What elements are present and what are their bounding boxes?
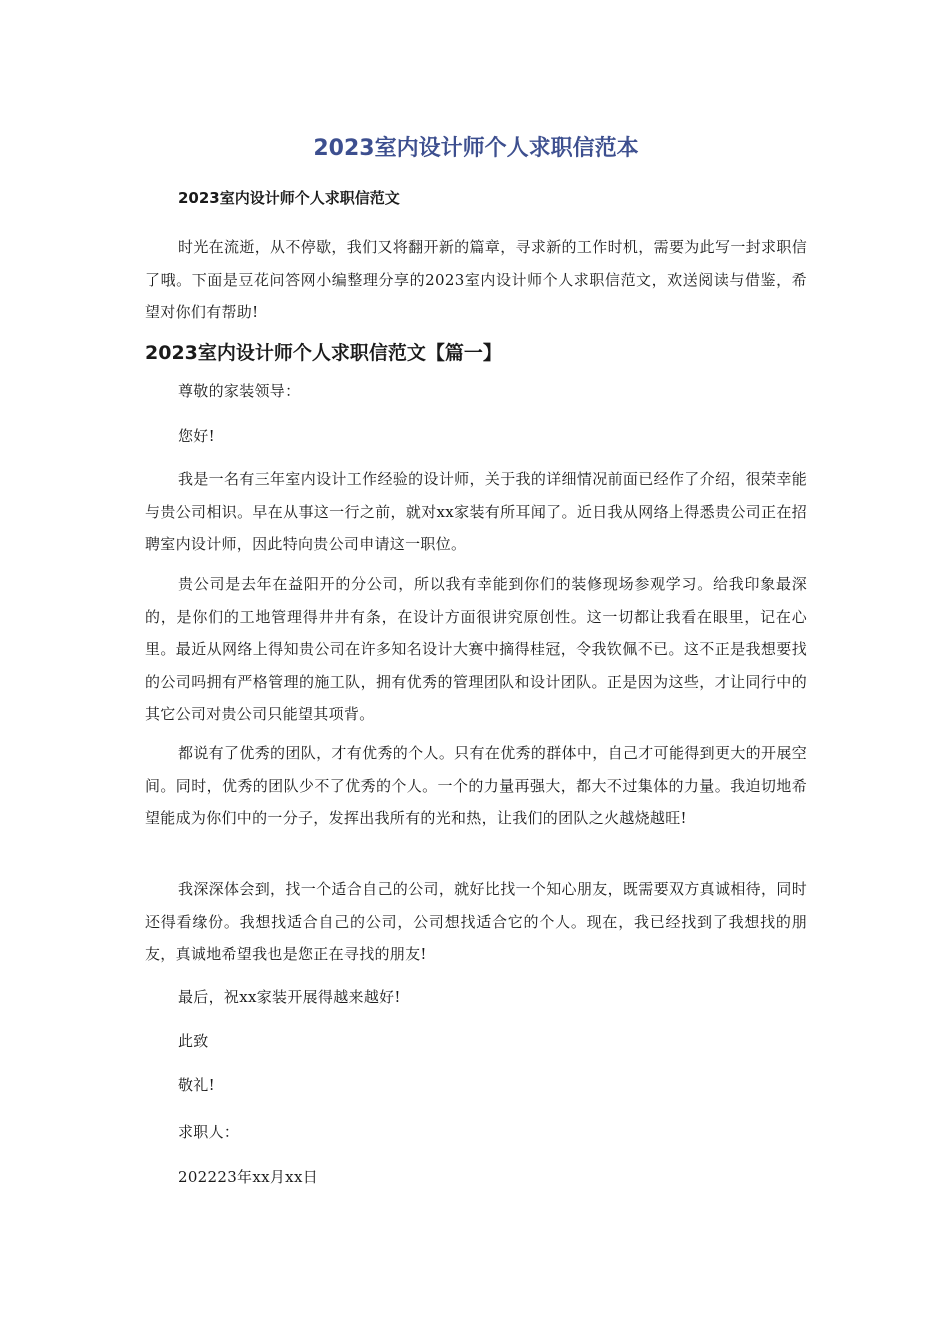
closing-line-2: 敬礼! xyxy=(178,1076,215,1094)
body-paragraph-2: 贵公司是去年在益阳开的分公司，所以我有幸能到你们的装修现场参观学习。给我印象最深的，是你们的工地管理得井井有条，在设计方面很讲究原创性。这一切都让我看在眼里，记在心里。最近从网络上得知贵公司在许多知名设计大赛中摘得桂冠，令我钦佩不已。这不正是我想要找的公司吗拥有严格管理的施工队，拥有优秀的管理团队和设计团队。正是因为这些，才让同行中的其它公司对贵公司只能望其项背。 xyxy=(145,575,807,723)
salutation: 尊敬的家装领导： xyxy=(178,382,301,400)
intro-paragraph: 时光在流逝，从不停歇，我们又将翻开新的篇章，寻求新的工作时机，需要为此写一封求职信了哦。下面是豆花问答网小编整理分享的2023室内设计师个人求职信范文，欢送阅读与借鉴，希望对你们有帮助! xyxy=(145,238,807,321)
greeting: 您好! xyxy=(178,427,215,445)
body-paragraph-3: 都说有了优秀的团队，才有优秀的个人。只有在优秀的群体中，自己才可能得到更大的开展空间。同时，优秀的团队少不了优秀的个人。一个的力量再强大，都大不过集体的力量。我迫切地希望能成为你们中的一分子，发挥出我所有的光和热，让我们的团队之火越烧越旺! xyxy=(145,744,807,827)
date-line: 202223年xx月xx日 xyxy=(178,1168,318,1186)
body-paragraph-1: 我是一名有三年室内设计工作经验的设计师，关于我的详细情况前面已经作了介绍，很荣幸能与贵公司相识。早在从事这一行之前，就对xx家装有所耳闻了。近日我从网络上得悉贵公司正在招聘室内设计师，因此特向贵公司申请这一职位。 xyxy=(145,470,807,553)
document-subtitle: 2023室内设计师个人求职信范文 xyxy=(178,189,400,207)
body-paragraph-4: 我深深体会到，找一个适合自己的公司，就好比找一个知心朋友，既需要双方真诚相待，同时还得看缘份。我想找适合自己的公司，公司想找适合它的个人。现在，我已经找到了我想找的朋友，真诚地希望我也是您正在寻找的朋友! xyxy=(145,880,807,963)
closing-wish: 最后，祝xx家装开展得越来越好! xyxy=(178,988,401,1006)
signature-label: 求职人： xyxy=(178,1123,240,1141)
document-title: 2023室内设计师个人求职信范本 xyxy=(313,136,639,161)
closing-line-1: 此致 xyxy=(178,1032,209,1050)
section-heading: 2023室内设计师个人求职信范文【篇一】 xyxy=(145,342,502,364)
